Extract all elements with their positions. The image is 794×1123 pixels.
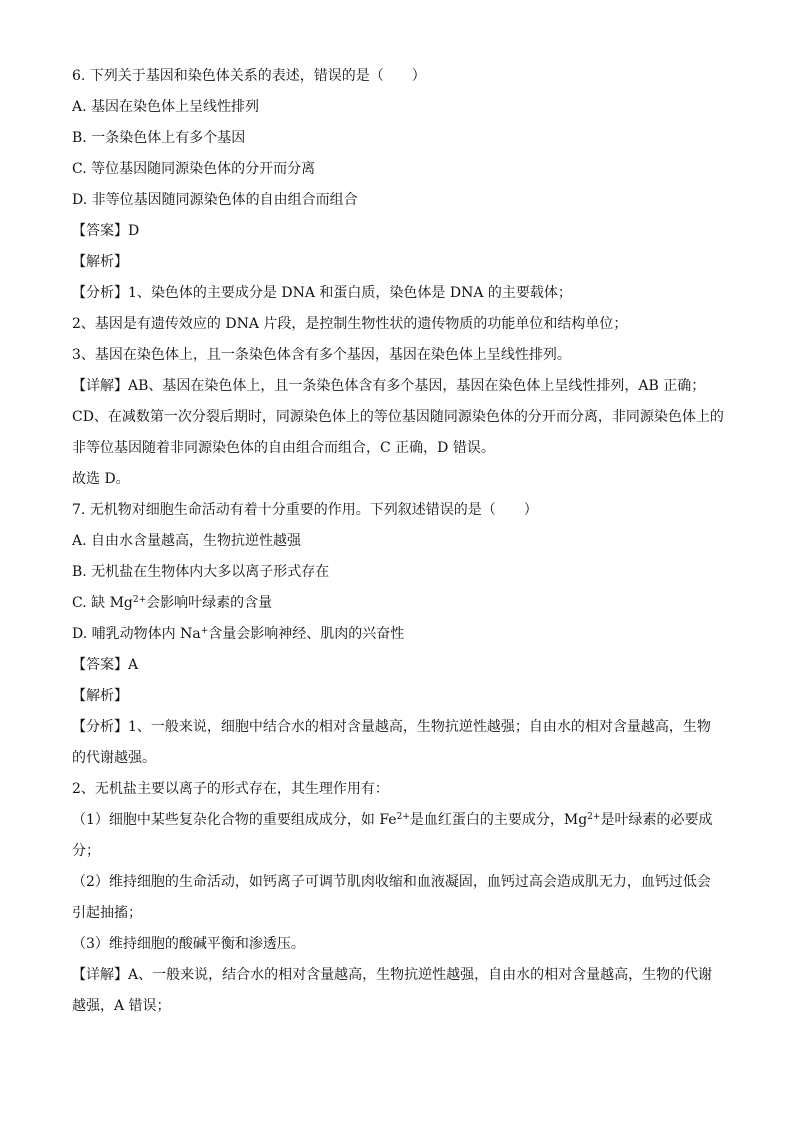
q7-item-3: （3）维持细胞的酸碱平衡和渗透压。: [72, 936, 305, 952]
q7-analysis-heading: 【解析】: [72, 688, 128, 704]
q6-conclusion: 故选 D。: [72, 471, 130, 487]
q6-fenxi-1: 【分析】1、染色体的主要成分是 DNA 和蛋白质，染色体是 DNA 的主要载体；: [72, 285, 572, 301]
q6-option-c: C. 等位基因随同源染色体的分开而分离: [72, 161, 316, 177]
q6-xiangjie-3: 非等位基因随着非同源染色体的自由组合而组合，C 正确，D 错误。: [72, 440, 495, 456]
q7-xiangjie-1b: 越强，A 错误；: [72, 998, 171, 1014]
q7-item-1: [72, 810, 712, 830]
q7-item-1-text: （1）细胞中某些复杂化合物的重要组成成分，如 Fe: [72, 812, 397, 828]
q6-option-a: A. 基因在染色体上呈线性排列: [72, 99, 260, 115]
q7-option-c-charge: 2+: [132, 595, 147, 605]
q7-fenxi-1a: 【分析】1、一般来说，细胞中结合水的相对含量越高，生物抗逆性越强；自由水的相对含量越高，生物: [72, 719, 711, 735]
q7-item-1-mg-charge: 2+: [587, 812, 601, 822]
q7-option-a: A. 自由水含量越高，生物抗逆性越强: [72, 533, 302, 549]
q7-option-c: [72, 593, 272, 613]
q7-answer: 【答案】A: [72, 657, 139, 673]
q6-fenxi-3: 3、基因在染色体上，且一条染色体含有多个基因，基因在染色体上呈线性排列。: [72, 347, 571, 363]
q7-item-1-text-post: 是叶绿素的必要成: [600, 812, 713, 828]
q6-answer: 【答案】D: [72, 223, 140, 239]
q7-item-1-text-mid: 是血红蛋白的主要成分，Mg: [409, 812, 588, 828]
q7-item-1-cont: 分；: [72, 843, 100, 859]
q7-stem: 7. 无机物对细胞生命活动有着十分重要的作用。下列叙述错误的是（ ）: [72, 502, 538, 518]
q6-option-d: D. 非等位基因随同源染色体的自由组合而组合: [72, 192, 358, 208]
q7-option-c-text-post: 会影响叶绿素的含量: [146, 595, 273, 611]
q7-option-d-text-post: 含量会影响神经、肌肉的兴奋性: [208, 626, 405, 642]
q7-option-d-charge: +: [200, 626, 209, 636]
q6-xiangjie-1: 【详解】AB、基因在染色体上，且一条染色体含有多个基因，基因在染色体上呈线性排列，AB 正确；: [72, 378, 706, 394]
q6-analysis-heading: 【解析】: [72, 254, 128, 270]
q6-option-b: B. 一条染色体上有多个基因: [72, 130, 246, 146]
q7-fenxi-2: 2、无机盐主要以离子的形式存在，其生理作用有：: [72, 781, 389, 797]
q7-option-b: B. 无机盐在生物体内大多以离子形式存在: [72, 564, 330, 580]
q6-stem: 6. 下列关于基因和染色体关系的表述，错误的是（ ）: [72, 68, 426, 84]
q7-option-d-text: D. 哺乳动物体内 Na: [72, 626, 201, 642]
q6-fenxi-2: 2、基因是有遗传效应的 DNA 片段，是控制生物性状的遗传物质的功能单位和结构单位；: [72, 316, 628, 332]
q7-item-2b: 引起抽搐；: [72, 905, 142, 921]
q7-fenxi-1b: 的代谢越强。: [72, 750, 156, 766]
q6-xiangjie-2: CD、在减数第一次分裂后期时，同源染色体上的等位基因随同源染色体的分开而分离，非同源染色体上的: [72, 409, 724, 425]
q7-item-2a: （2）维持细胞的生命活动，如钙离子可调节肌肉收缩和血液凝固，血钙过高会造成肌无力，血钙过低会: [72, 874, 711, 890]
q7-item-1-fe-charge: 2+: [396, 812, 410, 822]
q7-option-d: [72, 624, 404, 644]
q7-option-c-text: C. 缺 Mg: [72, 595, 133, 611]
q7-xiangjie-1a: 【详解】A、一般来说，结合水的相对含量越高，生物抗逆性越强，自由水的相对含量越高，生物的代谢: [72, 967, 713, 983]
